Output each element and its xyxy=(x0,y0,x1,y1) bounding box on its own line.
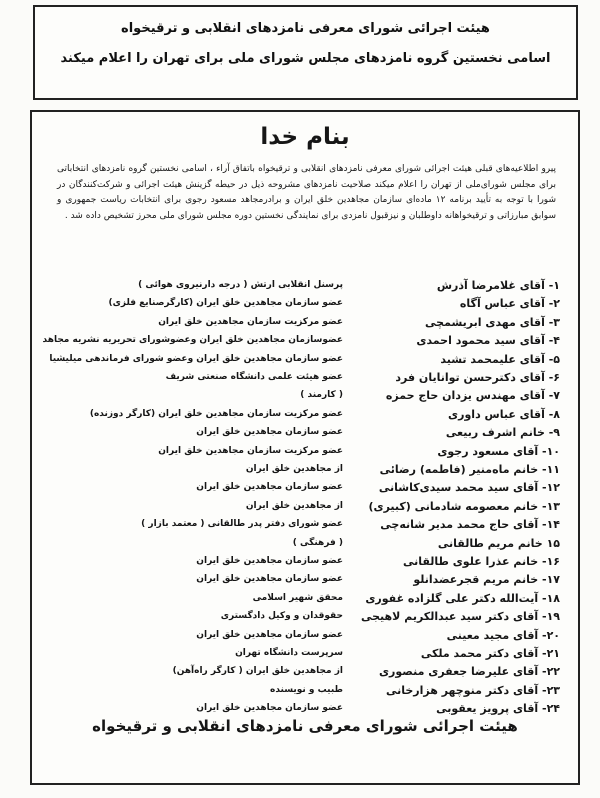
candidate-name: ۹- خانم اشرف ربیعی xyxy=(445,426,560,440)
list-item xyxy=(32,371,578,390)
candidate-name: ۲۳- آقای دکتر منوچهر هزارخانی xyxy=(385,683,560,697)
candidate-name: ۱- آقای غلامرضا آذرش xyxy=(436,279,560,292)
candidate-name: ۱۱- خانم ماه‌منیر (فاطمه) رضائی xyxy=(379,463,560,476)
announcement-body-box xyxy=(30,110,580,785)
list-item xyxy=(32,573,578,592)
candidate-name: ۲۱- آقای دکتر محمد ملکی xyxy=(420,647,560,660)
candidate-description: عضوسازمان مجاهدین خلق ایران وعضوشورای تحریریه نشریه مجاهد xyxy=(42,335,343,346)
announcement-header-box xyxy=(33,5,578,100)
candidate-description: از مجاهدین خلق ایران xyxy=(245,464,343,474)
candidate-description: طبیب و نویسنده xyxy=(270,684,343,695)
list-item xyxy=(32,445,578,464)
candidate-description: عضو مرکزیت سازمان مجاهدین خلق ایران xyxy=(158,316,343,327)
candidate-name: ۵- آقای علیمحمد تشید xyxy=(440,352,560,366)
candidate-name: ۱۶- خانم عذرا علوی طالقانی xyxy=(402,555,560,568)
candidate-name: ۳- آقای مهدی ابریشمچی xyxy=(425,315,560,329)
candidate-description: محقق شهیر اسلامی xyxy=(252,592,343,603)
candidate-name: ۱۷- خانم مریم قجرعضدانلو xyxy=(413,573,560,587)
candidate-name: ۱۴- آقای حاج محمد مدیر شانه‌چی xyxy=(380,518,560,532)
header-line-2: اسامی نخستین گروه نامزدهای مجلس شورای ملی برای تهران را اعلام میکند xyxy=(60,51,551,66)
candidate-description: عضو سازمان مجاهدین خلق ایران (کارگرصنایع فلزی) xyxy=(108,298,343,309)
candidate-description: سرپرست دانشگاه تهران xyxy=(235,648,343,658)
candidate-description: عضو سازمان مجاهدین خلق ایران xyxy=(196,703,343,714)
candidate-description: از مجاهدین خلق ایران xyxy=(245,500,343,511)
list-item xyxy=(32,279,578,298)
candidate-description: پرسنل انقلابی ارتش ( درجه دارنیروی هوائی ) xyxy=(138,280,343,290)
list-item xyxy=(32,665,578,684)
header-line-1: هیئت اجرائی شورای معرفی نامزدهای انقلابی و ترقیخواه xyxy=(121,21,490,36)
candidate-name: ۱۳- خانم معصومه شادمانی (کبیری) xyxy=(368,499,560,513)
candidate-description: عضو سازمان مجاهدین خلق ایران xyxy=(196,574,343,585)
candidate-description: عضو هیئت علمی دانشگاه صنعتی شریف xyxy=(165,372,343,382)
candidate-name: ۱۲- آقای سید محمد سیدی‌کاشانی xyxy=(378,481,560,495)
candidate-description: عضو سازمان مجاهدین خلق ایران xyxy=(196,556,343,566)
list-item xyxy=(32,463,578,482)
footer-signature: هیئت اجرائی شورای معرفی نامزدهای انقلابی و ترقیخواه xyxy=(92,717,518,735)
candidate-description: عضو مرکزیت سازمان مجاهدین خلق ایران (کارگر دوزنده) xyxy=(89,408,343,419)
list-item xyxy=(32,481,578,500)
candidate-name: ۱۵ خانم مریم طالقانی xyxy=(437,536,560,550)
list-item xyxy=(32,555,578,574)
candidate-name: ۲۰- آقای مجید معینی xyxy=(446,628,560,642)
candidate-name: ۸- آقای عباس داوری xyxy=(448,407,560,421)
list-item xyxy=(32,316,578,335)
list-item xyxy=(32,426,578,445)
list-item xyxy=(32,518,578,537)
candidate-name: ۲۴- آقای پرویز یعقوبی xyxy=(436,702,560,716)
candidate-description: عضو سازمان مجاهدین خلق ایران xyxy=(196,629,343,640)
candidate-name: ۴- آقای سید محمود احمدی xyxy=(416,334,560,348)
candidate-description: ( کارمند ) xyxy=(300,390,343,401)
list-item xyxy=(32,610,578,629)
list-item xyxy=(32,297,578,316)
intro-paragraph: پیرو اطلاعیه‌های قبلی هیئت اجرائی شورای معرفی نامزدهای انقلابی و ترقیخواه باتفاق آراء ، اسامی نخستین گروه نامزدهای انتخاباتی برای مجلس شورای‌ملی از تهران را اعلام میکند صلاحیت نامزدهای مشروحه ذیل در حیطه گزینش هیئت اجرائی و شرکت‌کنندگان در شورا با توجه به تأیید برنامه ۱۲ ماده‌ای سازمان مجاهدین خلق ایران و برادرمجاهد مسعود رجوی برای انتخابات ریاست جمهوری و سوابق مبارزاتی و ترقیخواهانه داوطلبان و نیزقبول نامزدی برای نمایندگی نخستین دوره مجلس شورای ملی محرز تشخیص داده شد . xyxy=(57,164,556,221)
candidate-name: ۲- آقای عباس آگاه xyxy=(459,297,560,311)
candidate-description: عضو شورای دفتر پدر طالقانی ( معتمد بازار ) xyxy=(141,519,343,530)
candidate-description: حقوقدان و وکیل دادگستری xyxy=(220,611,343,622)
candidate-description: عضو سازمان مجاهدین خلق ایران xyxy=(196,482,343,493)
list-item xyxy=(32,684,578,703)
list-item xyxy=(32,592,578,611)
list-item xyxy=(32,353,578,372)
list-item xyxy=(32,408,578,427)
candidate-name: ۱۸- آیت‌الله دکتر علی گلزاده غفوری xyxy=(365,591,560,605)
candidate-description: ( فرهنگی ) xyxy=(292,537,343,548)
candidate-description: عضو سازمان مجاهدین خلق ایران xyxy=(196,427,343,438)
candidate-name: ۲۲- آقای علیرضا جعفری منصوری xyxy=(378,665,560,679)
list-item xyxy=(32,334,578,353)
candidate-description: عضو مرکزیت سازمان مجاهدین خلق ایران xyxy=(158,445,343,456)
page-title: بنام خدا xyxy=(260,124,350,150)
candidate-description: عضو سازمان مجاهدین خلق ایران وعضو شورای فرماندهی میلیشیا xyxy=(49,353,343,364)
list-item xyxy=(32,500,578,519)
candidate-description: از مجاهدین خلق ایران ( کارگر راه‌آهن) xyxy=(172,666,343,677)
list-item xyxy=(32,537,578,556)
candidate-name: ۱۹- آقای دکتر سید عبدالکریم لاهیجی xyxy=(361,610,560,624)
list-item xyxy=(32,629,578,648)
list-item xyxy=(32,389,578,408)
list-item xyxy=(32,647,578,666)
candidate-name: ۱۰- آقای مسعود رجوی xyxy=(437,444,560,458)
candidate-name: ۷- آقای مهندس یزدان حاج حمزه xyxy=(385,389,560,403)
candidate-name: ۶- آقای دکترحسن توانایان فرد xyxy=(395,371,560,384)
